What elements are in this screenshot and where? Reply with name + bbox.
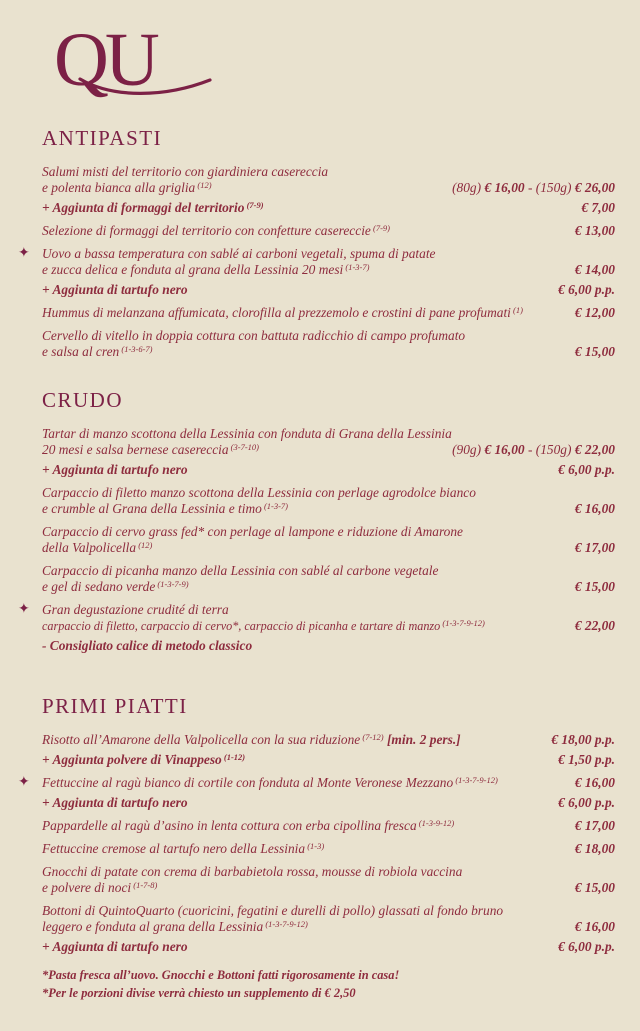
allergen-codes: (1-3-7) xyxy=(261,501,289,511)
dish-text: Hummus di melanzana affumicata, clorofilla al prezzemolo e crostini di pane profumati $^{(1)}$ xyxy=(42,305,523,320)
price-part: € 17,00 xyxy=(574,540,615,555)
price xyxy=(558,939,615,955)
menu-row xyxy=(42,200,615,216)
dish-text: Pappardelle al ragù d’asino in lenta cottura con erba cipollina fresca $^{(1-3-9-12)}$ xyxy=(42,818,455,833)
dish-text: + Aggiunta di tartufo nero xyxy=(42,939,188,954)
price xyxy=(575,223,615,239)
logo-text: QU xyxy=(54,18,156,102)
price-part: € 6,00 p.p. xyxy=(558,939,615,954)
allergen-codes: (12) xyxy=(195,180,212,190)
menu-row xyxy=(18,602,615,618)
menu-row xyxy=(42,563,615,579)
price-part: € 16,00 xyxy=(484,180,525,195)
section-title: ANTIPASTI xyxy=(42,126,163,150)
price-part: € 1,50 p.p. xyxy=(558,752,615,767)
price xyxy=(575,618,615,634)
price-part: - xyxy=(524,180,536,195)
menu-item xyxy=(42,328,615,360)
price-part: € 16,00 xyxy=(484,442,525,457)
dish-text: Carpaccio di filetto manzo scottona della Lessinia con perlage agrodolce bianco xyxy=(42,485,476,500)
menu-row xyxy=(42,462,615,478)
menu-section xyxy=(18,126,615,360)
dish-text: Carpaccio di cervo grass fed* con perlage al lampone e riduzione di Amarone xyxy=(42,524,464,539)
price xyxy=(575,880,615,896)
diamond-icon: ✦ xyxy=(18,246,30,261)
menu-row xyxy=(42,485,615,501)
price-part: € 16,00 xyxy=(574,775,615,790)
price-part: € 15,00 xyxy=(574,344,615,359)
menu-item xyxy=(18,775,615,811)
footnote: *Pasta fresca all’uovo. Gnocchi e Bottoni fatti rigorosamente in casa! xyxy=(42,968,400,982)
menu-item xyxy=(42,818,615,834)
price-part: (80g) xyxy=(452,180,485,195)
allergen-codes: (1-3-7-9-12) xyxy=(263,919,308,929)
allergen-codes: (1-3-9-12) xyxy=(416,818,455,828)
price xyxy=(558,282,615,298)
price-part: € 13,00 xyxy=(574,223,615,238)
price xyxy=(452,442,615,458)
menu-row xyxy=(18,246,615,262)
price xyxy=(575,501,615,517)
menu-row xyxy=(42,540,615,556)
allergen-codes: (1-12) xyxy=(221,752,246,762)
dish-text: e salsa al cren $^{(1-3-6-7)}$ xyxy=(42,344,153,359)
price xyxy=(575,262,615,278)
dish-text: della Valpolicella $^{(12)}$ xyxy=(42,540,153,555)
menu-row xyxy=(42,305,615,321)
price xyxy=(575,775,615,791)
menu-row xyxy=(42,818,615,834)
dish-text: + Aggiunta polvere di Vinappeso $^{(1-12)}$ xyxy=(42,752,246,767)
serving-note: [min. 2 pers.] xyxy=(383,732,461,747)
menu-row xyxy=(42,223,615,239)
menu-item xyxy=(42,732,615,768)
allergen-codes: (7-9) xyxy=(244,200,264,210)
price xyxy=(582,200,615,216)
allergen-codes: (1-3) xyxy=(305,841,325,851)
menu-row xyxy=(42,262,615,278)
price-part: - xyxy=(524,442,536,457)
menu-row xyxy=(42,864,615,880)
allergen-codes: (7-9) xyxy=(370,223,390,233)
price-part: € 7,00 xyxy=(581,200,615,215)
dish-text: + Aggiunta di formaggi del territorio $^{(7-9)}$ xyxy=(42,200,264,215)
menu-section xyxy=(18,694,615,955)
price xyxy=(575,344,615,360)
dish-text: leggero e fonduta al grana della Lessinia $^{(1-3-7-9-12)}$ xyxy=(42,919,308,934)
price xyxy=(452,180,615,196)
dish-text: Selezione di formaggi del territorio con confetture casereccie $^{(7-9)}$ xyxy=(42,223,390,238)
price-part: € 17,00 xyxy=(574,818,615,833)
menu-item xyxy=(18,246,615,298)
price xyxy=(575,919,615,935)
dish-text: Risotto all’Amarone della Valpolicella con la sua riduzione $^{(7-12)}$ [min. 2 pers.] xyxy=(42,732,461,747)
dish-text: e gel di sedano verde $^{(1-3-7-9)}$ xyxy=(42,579,189,594)
menu-item xyxy=(18,602,615,654)
price-part: (90g) xyxy=(452,442,485,457)
price-part: € 18,00 xyxy=(574,841,615,856)
menu-row xyxy=(42,426,615,442)
price-part: € 6,00 p.p. xyxy=(558,282,615,297)
price xyxy=(575,305,615,321)
dish-text: Bottoni di QuintoQuarto (cuoricini, fegatini e durelli di pollo) glassati al fondo bruno xyxy=(42,903,504,918)
dish-text: e polenta bianca alla griglia $^{(12)}$ xyxy=(42,180,212,195)
dish-text: Tartar di manzo scottona della Lessinia con fonduta di Grana della Lessinia xyxy=(42,426,452,441)
menu-sections xyxy=(18,126,615,955)
dish-text: + Aggiunta di tartufo nero xyxy=(42,795,188,810)
dish-text: - Consigliato calice di metodo classico xyxy=(42,638,253,653)
price-part: € 26,00 xyxy=(574,180,615,195)
footnote: *Per le porzioni divise verrà chiesto un supplemento di € 2,50 xyxy=(42,985,356,1000)
price-part: € 12,00 xyxy=(574,305,615,320)
menu-row xyxy=(42,164,615,180)
price-part: € 16,00 xyxy=(574,919,615,934)
dish-text: Gnocchi di patate con crema di barbabietola rossa, mousse di robiola vaccina xyxy=(42,864,463,879)
dish-text: Uovo a bassa temperatura con sablé ai carboni vegetali, spuma di patate xyxy=(42,246,436,261)
menu-row xyxy=(42,618,615,634)
menu-row xyxy=(42,501,615,517)
price xyxy=(558,795,615,811)
menu-row xyxy=(42,579,615,595)
logo-swash-icon xyxy=(78,74,214,100)
allergen-codes: (1-3-7-9-12) xyxy=(440,618,485,628)
allergen-codes: (1-3-7) xyxy=(343,262,370,272)
section-title: CRUDO xyxy=(42,388,124,412)
restaurant-logo xyxy=(54,20,214,104)
menu-row xyxy=(42,282,615,298)
dish-text: Gran degustazione crudité di terra xyxy=(42,602,229,617)
footnotes xyxy=(42,967,615,1002)
dish-text: Carpaccio di picanha manzo della Lessinia con sablé al carbone vegetale xyxy=(42,563,439,578)
price xyxy=(575,818,615,834)
menu-row xyxy=(42,903,615,919)
dish-text: carpaccio di filetto, carpaccio di cervo*, carpaccio di picanha e tartare di manzo $^{(1-3-7-9-12)}$ xyxy=(42,618,485,633)
menu-section xyxy=(18,388,615,654)
price-part: € 14,00 xyxy=(574,262,615,277)
price-part: € 18,00 p.p. xyxy=(551,732,615,747)
allergen-codes: (12) xyxy=(136,540,153,550)
dish-text: + Aggiunta di tartufo nero xyxy=(42,462,188,477)
section-title: PRIMI PIATTI xyxy=(42,694,188,718)
dish-text: e crumble al Grana della Lessinia e timo $^{(1-3-7)}$ xyxy=(42,501,289,516)
allergen-codes: (7-12) xyxy=(360,732,384,742)
menu-item xyxy=(42,426,615,478)
price-part: € 15,00 xyxy=(574,579,615,594)
allergen-codes: (1-3-7-9-12) xyxy=(453,775,498,785)
menu-row xyxy=(42,524,615,540)
diamond-icon: ✦ xyxy=(18,775,30,790)
allergen-codes: (1-7-8) xyxy=(131,880,158,890)
menu-row xyxy=(18,775,615,791)
price-part: (150g) xyxy=(535,180,575,195)
price-part: (150g) xyxy=(535,442,575,457)
menu-item xyxy=(42,485,615,517)
menu-row xyxy=(42,841,615,857)
price-part: € 6,00 p.p. xyxy=(558,795,615,810)
dish-text: Salumi misti del territorio con giardiniera casereccia xyxy=(42,164,329,179)
price-part: € 15,00 xyxy=(574,880,615,895)
price-part: € 22,00 xyxy=(574,618,615,633)
price-part: € 6,00 p.p. xyxy=(558,462,615,477)
price xyxy=(558,752,615,768)
menu-row xyxy=(42,752,615,768)
menu-row xyxy=(42,732,615,748)
menu-row xyxy=(42,795,615,811)
dish-text: e zucca delica e fonduta al grana della Lessinia 20 mesi $^{(1-3-7)}$ xyxy=(42,262,370,277)
menu-item xyxy=(42,841,615,857)
menu-item xyxy=(42,864,615,896)
menu-row xyxy=(42,939,615,955)
menu-row xyxy=(42,328,615,344)
price xyxy=(551,732,615,748)
menu-row xyxy=(42,880,615,896)
menu-item xyxy=(42,524,615,556)
menu-row xyxy=(42,919,615,935)
price xyxy=(575,841,615,857)
menu-item xyxy=(42,903,615,955)
allergen-codes: (1-3-6-7) xyxy=(119,344,153,354)
allergen-codes: (1-3-7-9) xyxy=(155,579,189,589)
price xyxy=(575,540,615,556)
menu-row xyxy=(42,638,615,654)
dish-text: + Aggiunta di tartufo nero xyxy=(42,282,188,297)
menu-row xyxy=(42,442,615,458)
dish-text: 20 mesi e salsa bernese casereccia $^{(3-7-10)}$ xyxy=(42,442,259,457)
dish-text: Fettuccine al ragù bianco di cortile con fonduta al Monte Veronese Mezzano $^{(1-3-7-9-12)}$ xyxy=(42,775,498,790)
menu-item xyxy=(42,305,615,321)
allergen-codes: (1) xyxy=(510,305,523,315)
menu-item xyxy=(42,164,615,216)
menu-item xyxy=(42,223,615,239)
allergen-codes: (3-7-10) xyxy=(228,442,259,452)
diamond-icon: ✦ xyxy=(18,602,30,617)
menu-item xyxy=(42,563,615,595)
dish-text: Fettuccine cremose al tartufo nero della Lessinia $^{(1-3)}$ xyxy=(42,841,325,856)
menu-row xyxy=(42,344,615,360)
price xyxy=(575,579,615,595)
menu-row xyxy=(42,180,615,196)
price xyxy=(558,462,615,478)
dish-text: e polvere di noci $^{(1-7-8)}$ xyxy=(42,880,158,895)
dish-text: Cervello di vitello in doppia cottura con battuta radicchio di campo profumato xyxy=(42,328,466,343)
price-part: € 16,00 xyxy=(574,501,615,516)
price-part: € 22,00 xyxy=(574,442,615,457)
